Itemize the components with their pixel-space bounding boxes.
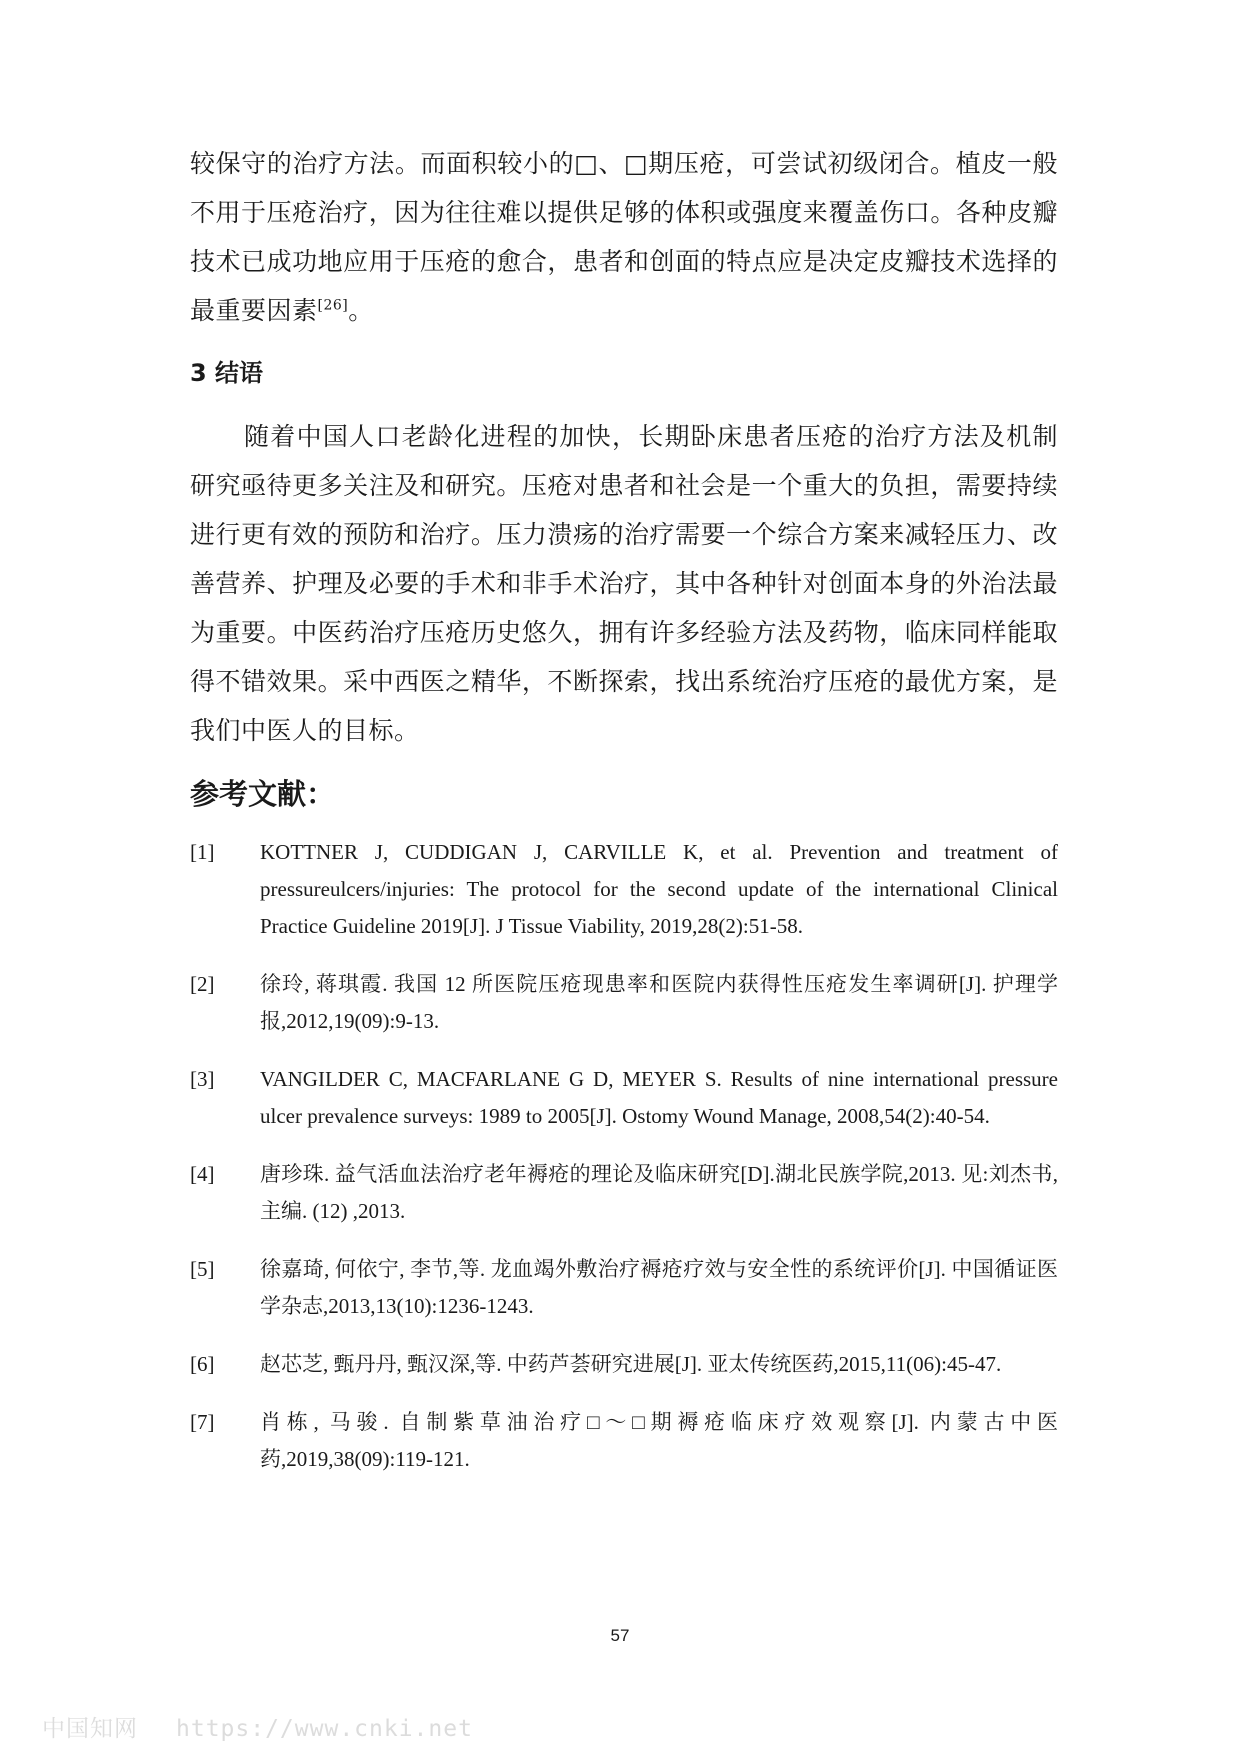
reference-text: 赵芯芝, 甄丹丹, 甄汉深,等. 中药芦荟研究进展[J]. 亚太传统医药,2015,11(06):45-47. (260, 1352, 1002, 1376)
reference-text: 徐嘉琦, 何依宁, 李节,等. 龙血竭外敷治疗褥疮疗效与安全性的系统评价[J]. 中国循证医学杂志,2013,13(10):1236-1243. (260, 1257, 1058, 1318)
body-paragraph-1 (190, 139, 1058, 335)
reference-number: [2] (190, 972, 215, 996)
reference-number: [3] (190, 1067, 215, 1091)
reference-text: 肖栋, 马骏. 自制紫草油治疗□～□期褥疮临床疗效观察[J]. 内蒙古中医药,2019,38(09):119-121. (260, 1410, 1058, 1471)
reference-item-1 (190, 834, 1058, 945)
reference-text: 徐玲, 蒋琪霞. 我国 12 所医院压疮现患率和医院内获得性压疮发生率调研[J]. 护理学报,2012,19(09):9-13. (260, 972, 1058, 1033)
paragraph-1-end: 。 (348, 296, 374, 325)
cnki-watermark (42, 1710, 473, 1743)
section-heading-conclusion: 3 结语 (190, 359, 264, 387)
paragraph-1-text: 较保守的治疗方法。而面积较小的□、□期压疮，可尝试初级闭合。植皮一般不用于压疮治疗，因为往往难以提供足够的体积或强度来覆盖伤口。各种皮瓣技术已成功地应用于压疮的愈合，患者和创面的特点应是决定皮瓣技术选择的最重要因素 (190, 149, 1058, 325)
page-number: 57 (610, 1626, 630, 1645)
reference-item-2 (190, 966, 1058, 1040)
reference-number: [1] (190, 840, 215, 864)
reference-text: VANGILDER C, MACFARLANE G D, MEYER S. Results of nine international pressure ulcer prevalence surveys: 1989 to 2005[J]. Ostomy Wound Manage, 2008,54(2):40-54. (260, 1067, 1058, 1128)
citation-26[interactable]: [26] (317, 297, 349, 314)
reference-item-7 (190, 1404, 1058, 1478)
body-paragraph-2: 随着中国人口老龄化进程的加快，长期卧床患者压疮的治疗方法及机制研究亟待更多关注及和研究。压疮对患者和社会是一个重大的负担，需要持续进行更有效的预防和治疗。压力溃疡的治疗需要一个综合方案来减轻压力、改善营养、护理及必要的手术和非手术治疗，其中各种针对创面本身的外治法最为重要。中医药治疗压疮历史悠久，拥有许多经验方法及药物，临床同样能取得不错效果。采中西医之精华，不断探索，找出系统治疗压疮的最优方案，是我们中医人的目标。 (190, 422, 1058, 745)
reference-number: [6] (190, 1352, 215, 1376)
reference-list (190, 834, 1058, 1499)
reference-text: KOTTNER J, CUDDIGAN J, CARVILLE K, et al. Prevention and treatment of pressureulcers/injuries: The protocol for the second update of the international Clinical Practice Guideline 2019[J]. J Tissue Viability, 2019,28(2):51-58. (260, 840, 1058, 938)
reference-number: [7] (190, 1410, 215, 1434)
reference-number: [5] (190, 1257, 215, 1281)
reference-number: [4] (190, 1162, 215, 1186)
reference-item-5 (190, 1251, 1058, 1325)
references-heading: 参考文献： (190, 777, 336, 811)
reference-item-4 (190, 1156, 1058, 1230)
reference-item-6 (190, 1346, 1058, 1383)
reference-text: 唐珍珠. 益气活血法治疗老年褥疮的理论及临床研究[D].湖北民族学院,2013. 见:刘杰书,主编. (12) ,2013. (260, 1162, 1058, 1223)
watermark-brand: 中国知网 (42, 1716, 138, 1742)
watermark-url: https://www.cnki.net (176, 1716, 473, 1742)
reference-item-3 (190, 1061, 1058, 1135)
